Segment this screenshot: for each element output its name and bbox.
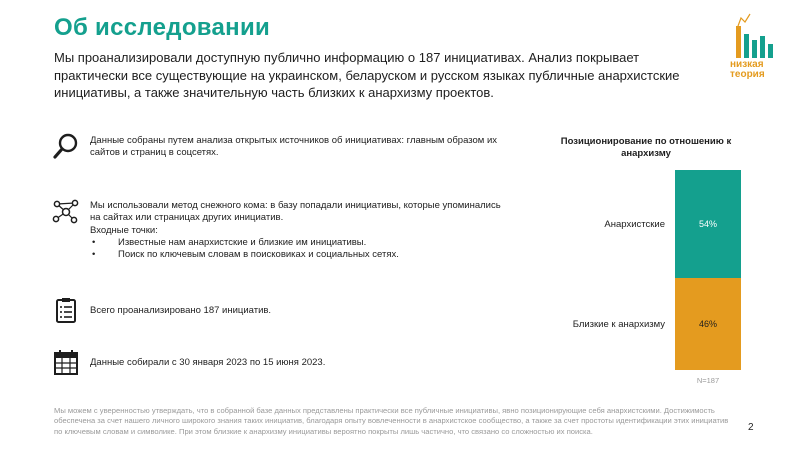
entry-points-heading: Входные точки: xyxy=(90,224,158,236)
info-item-text-block xyxy=(90,200,510,261)
info-item-text: Мы использовали метод снежного кома: в базу попадали инициативы, которые упоминались на сайтах или страницах других инициатив. xyxy=(90,200,501,224)
entry-points-list xyxy=(90,237,510,262)
clipboard-icon xyxy=(52,296,80,324)
magnifier-icon xyxy=(52,132,80,160)
page-title: Об исследовании xyxy=(54,14,271,41)
info-item-text: Всего проанализировано 187 инициатив. xyxy=(90,305,272,316)
logo-icon xyxy=(728,12,778,92)
intro-paragraph: Мы проанализировали доступную публично информацию о 187 инициативах. Анализ покрывает практически все существующие на украинском, беларуском и русском языках публичные анархистские инициативы, а также значительную часть близких к анархизму проектов. xyxy=(54,50,680,100)
calendar-icon xyxy=(52,348,80,376)
info-item-text: Данные собирали с 30 января 2023 по 15 июня 2023. xyxy=(90,357,326,368)
logo-line2: теория xyxy=(730,69,765,80)
logo-wordmark xyxy=(730,60,780,80)
positioning-chart xyxy=(540,160,760,390)
info-item-text: Данные собраны путем анализа открытых источников об инициативах: главным образом их сайтов и страниц в соцсетях. xyxy=(90,135,498,159)
list-item: • Известные нам анархистские и близкие им инициативы. xyxy=(104,237,510,249)
sample-size-note: N=187 xyxy=(696,376,720,385)
logo-line1: низкая xyxy=(730,59,764,70)
footnote: Мы можем с уверенностью утверждать, что в собранной базе данных представлены практически все публичные инициативы, явно позиционирующие себя анархистскими. Достижимость обеспечена за счет нашего личного широкого знания таких инициатив, благодаря опыту вовлеченности в анархистское сообщество, а также за счет простоты идентификации этих инициатив по ключевым словам и символике. При этом близкие к анархизму инициативы вероятно покрыты лишь частично, что связано со сложностью их поиска. xyxy=(54,406,729,436)
network-icon xyxy=(52,198,80,226)
category-label: Анархистские xyxy=(604,219,665,230)
data-label: 46% xyxy=(698,319,718,329)
chart-title: Позиционирование по отношению к анархизму xyxy=(560,136,732,160)
category-label: Близкие к анархизму xyxy=(572,319,665,330)
page-number: 2 xyxy=(748,422,754,433)
data-label: 54% xyxy=(698,219,718,229)
list-item: • Поиск по ключевым словам в поисковиках и социальных сетях. xyxy=(104,249,510,261)
